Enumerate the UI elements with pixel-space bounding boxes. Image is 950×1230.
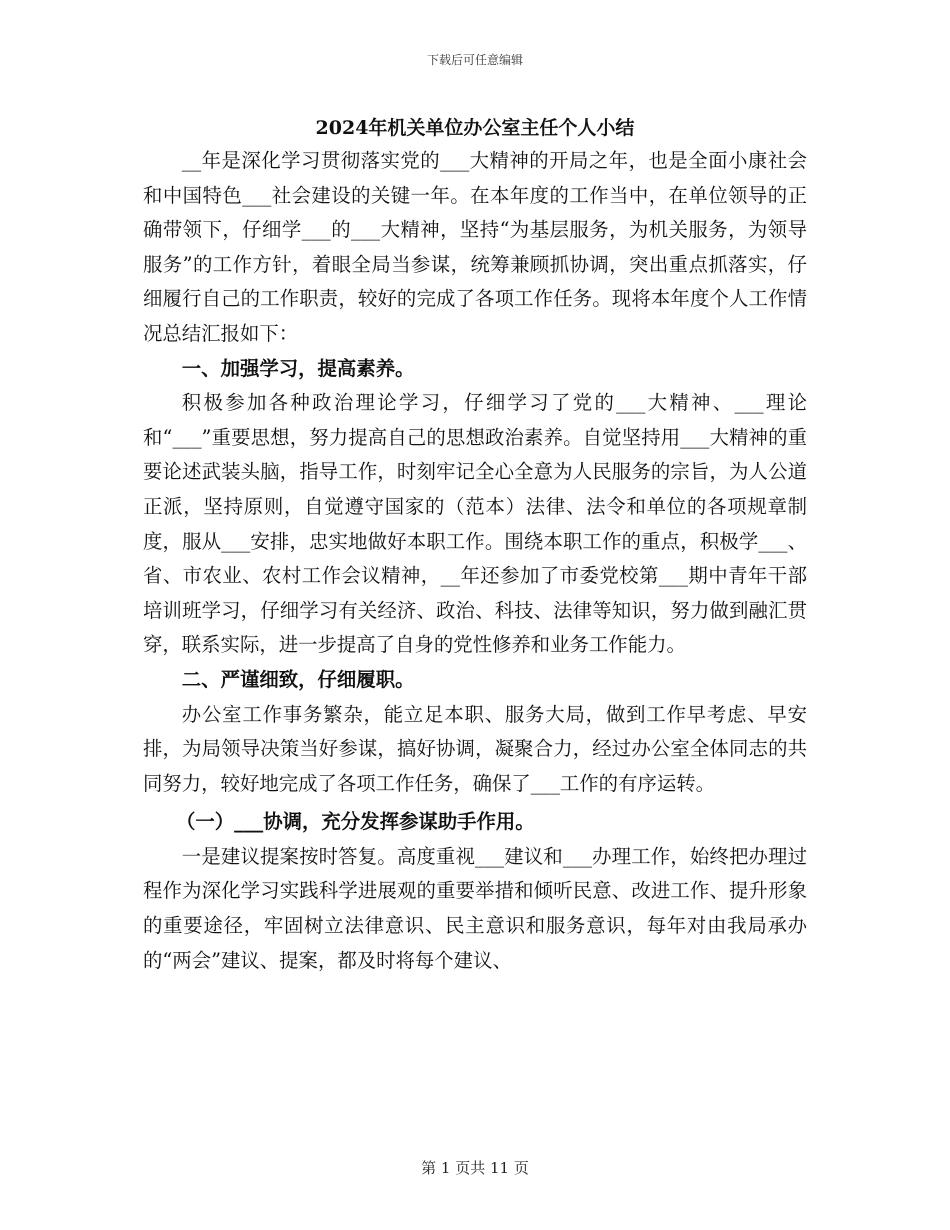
section-body-1: 积极参加各种政治理论学习，仔细学习了党的___大精神、___理论和“___”重要思想，努力提高自己的思想政治素养。自觉坚持用___大精神的重要论述武装头脑，指导工作，时刻牢记全心全意为人民服务的宗旨，为人公道正派，坚持原则，自觉遵守国家的（范本）法律、法令和单位的各项规章制度，服从___安排，忠实地做好本职工作。围绕本职工作的重点，积极学___、省、市农业、农村工作会议精神，__年还参加了市委党校第___期中青年干部培训班学习，仔细学习有关经济、政治、科技、法律等知识，努力做到融汇贯穿，联系实际，进一步提高了自身的党性修养和业务工作能力。 xyxy=(143,391,807,657)
subsection-body-1: 一是建议提案按时答复。高度重视___建议和___办理工作，始终把办理过程作为深化学习实践科学进展观的重要举措和倾听民意、改进工作、提升形象的重要途径，牢固树立法律意识、民主意识和服务意识，每年对由我局承办的“两会”建议、提案，都及时将每个建议、 xyxy=(143,844,807,972)
document-body xyxy=(143,112,807,978)
section-heading-2: 二、严谨细致，仔细履职。 xyxy=(181,667,415,691)
page-header-note: 下载后可任意编辑 xyxy=(426,53,523,67)
section-heading-1: 一、加强学习，提高素养。 xyxy=(181,356,415,380)
page-number: 第 1 页共 11 页 xyxy=(421,1159,529,1177)
intro-paragraph: __年是深化学习贯彻落实党的___大精神的开局之年，也是全面小康社会和中国特色___社会建设的关键一年。在本年度的工作当中，在单位领导的正确带领下，仔细学___的___大精神，坚持“为基层服务，为机关服务，为领导服务”的工作方针，着眼全局当参谋，统筹兼顾抓协调，突出重点抓落实，仔细履行自己的工作职责，较好的完成了各项工作任务。现将本年度个人工作情况总结汇报如下： xyxy=(143,149,807,345)
subsection-heading-1: （一）___协调，充分发挥参谋助手作用。 xyxy=(175,810,535,834)
section-body-2: 办公室工作事务繁杂，能立足本职、服务大局，做到工作早考虑、早安排，为局领导决策当好参谋，搞好协调，凝聚合力，经过办公室全体同志的共同努力，较好地完成了各项工作任务，确保了___工作的有序运转。 xyxy=(143,702,807,795)
document-title: 2024年机关单位办公室主任个人小结 xyxy=(315,117,635,139)
